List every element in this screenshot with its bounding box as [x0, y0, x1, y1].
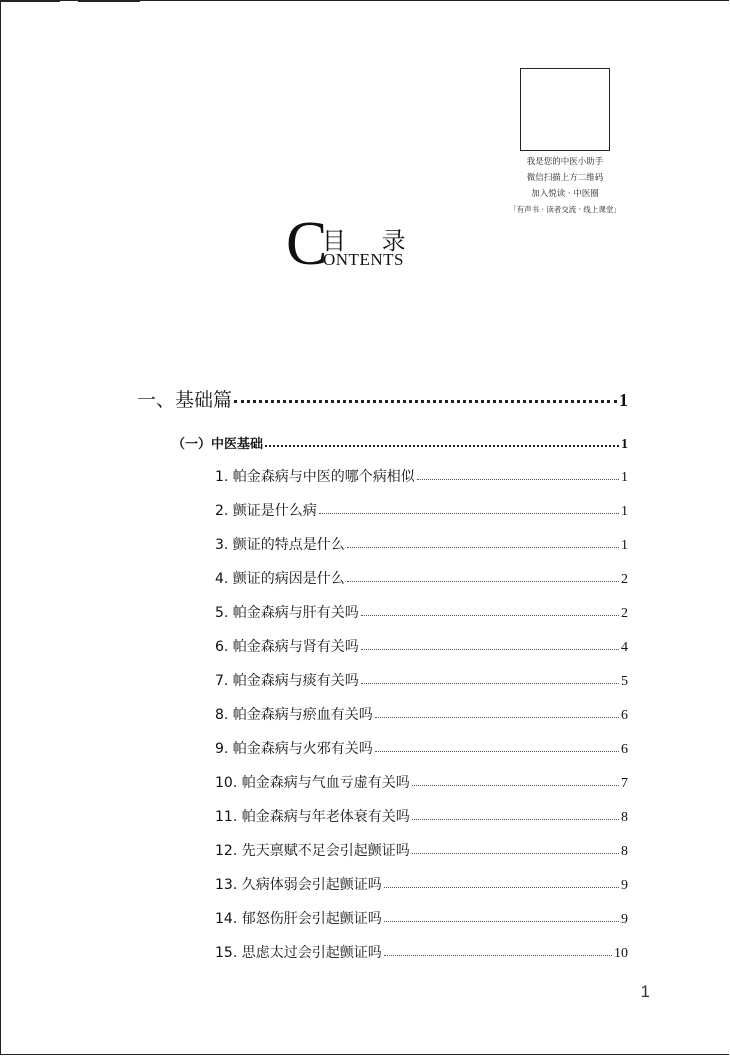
- toc-entry[interactable]: [215, 636, 628, 656]
- toc-entry-label: 8. 帕金森病与瘀血有关吗: [215, 707, 373, 723]
- toc-entry-page: 1: [621, 504, 628, 519]
- qr-caption-line: 「有声书 · 读者交流 · 线上课堂」: [509, 205, 621, 214]
- toc-entry-label: 10. 帕金森病与气血亏虚有关吗: [215, 775, 410, 791]
- dot-leader: [265, 445, 619, 447]
- toc-entry-label: 1. 帕金森病与中医的哪个病相似: [215, 469, 415, 485]
- toc-entry-label: 15. 思虑太过会引起颤证吗: [215, 945, 382, 961]
- toc-entry[interactable]: [215, 874, 628, 894]
- dot-leader: [384, 921, 619, 922]
- toc-entry[interactable]: [215, 670, 628, 690]
- toc-entry-page: 5: [621, 674, 628, 689]
- toc-entry-page: 6: [621, 708, 628, 723]
- contents-initial: C: [286, 210, 328, 278]
- dot-leader: [347, 581, 619, 582]
- toc-part[interactable]: [137, 385, 628, 412]
- toc-entry[interactable]: [215, 568, 628, 588]
- toc-entry-page: 8: [621, 844, 628, 859]
- dot-leader: [361, 649, 619, 650]
- toc-entry-label: 13. 久病体弱会引起颤证吗: [215, 877, 382, 893]
- dot-leader: [361, 683, 619, 684]
- toc-entry-label: （一）中医基础: [172, 437, 264, 452]
- toc-entry-page: 2: [621, 572, 628, 587]
- contents-title-zh: 目 录: [322, 227, 420, 255]
- toc-entry-page: 9: [621, 912, 628, 927]
- qr-caption: [495, 154, 635, 218]
- dot-leader: [361, 615, 619, 616]
- toc-entry-page: 8: [621, 810, 628, 825]
- dot-leader: [319, 513, 619, 514]
- toc-entry-label: 11. 帕金森病与年老体衰有关吗: [215, 809, 410, 825]
- page-number: 1: [640, 982, 650, 1001]
- dot-leader: [412, 853, 619, 854]
- toc-entry-page: 1: [619, 390, 628, 410]
- dot-leader: [375, 717, 619, 718]
- top-crop-marks: [0, 0, 340, 3]
- toc-entry-label: 2. 颤证是什么病: [215, 503, 317, 519]
- toc-entry[interactable]: [215, 602, 628, 622]
- toc-entry[interactable]: [215, 840, 628, 860]
- toc-entry[interactable]: [215, 738, 628, 758]
- toc-entry[interactable]: [215, 704, 628, 724]
- contents-heading: [286, 210, 436, 278]
- dot-leader: [384, 955, 612, 956]
- toc-entry-page: 1: [621, 437, 628, 452]
- toc-entry-label: 4. 颤证的病因是什么: [215, 571, 345, 587]
- toc-entry-page: 1: [621, 470, 628, 485]
- toc-entry-page: 6: [621, 742, 628, 757]
- dot-leader: [234, 400, 617, 403]
- toc-entry[interactable]: [215, 466, 628, 486]
- toc-entry-page: 10: [614, 946, 628, 961]
- toc-entry-label: 12. 先天禀赋不足会引起颤证吗: [215, 843, 410, 859]
- toc-entry[interactable]: [215, 806, 628, 826]
- toc-entry[interactable]: [215, 772, 628, 792]
- toc-entry-label: 7. 帕金森病与痰有关吗: [215, 673, 359, 689]
- toc-entry-page: 7: [621, 776, 628, 791]
- dot-leader: [375, 751, 619, 752]
- toc-entry[interactable]: [215, 534, 628, 554]
- toc-entry[interactable]: [215, 908, 628, 928]
- toc-entry-label: 一、基础篇: [137, 389, 233, 411]
- dot-leader: [412, 785, 619, 786]
- toc-entry-label: 9. 帕金森病与火邪有关吗: [215, 741, 373, 757]
- toc-entry-page: 2: [621, 606, 628, 621]
- qr-code-placeholder: [520, 68, 610, 151]
- toc-entry-label: 6. 帕金森病与肾有关吗: [215, 639, 359, 655]
- toc-entry-label: 3. 颤证的特点是什么: [215, 537, 345, 553]
- contents-title-en: ONTENTS: [323, 250, 404, 269]
- toc-entry-page: 9: [621, 878, 628, 893]
- toc-entry-page: 1: [621, 538, 628, 553]
- dot-leader: [347, 547, 619, 548]
- toc-entry-label: 14. 郁怒伤肝会引起颤证吗: [215, 911, 382, 927]
- qr-caption-line: 微信扫描上方二维码: [526, 173, 604, 183]
- toc-entry[interactable]: [215, 500, 628, 520]
- qr-caption-line: 我是您的中医小助手: [526, 157, 604, 167]
- toc-entry[interactable]: [215, 942, 628, 962]
- toc-entry-label: 5. 帕金森病与肝有关吗: [215, 605, 359, 621]
- toc-entry-page: 4: [621, 640, 628, 655]
- dot-leader: [412, 819, 619, 820]
- dot-leader: [417, 479, 619, 480]
- qr-caption-line: 加入悦读 · 中医圈: [531, 189, 599, 199]
- dot-leader: [384, 887, 619, 888]
- toc-section[interactable]: [172, 433, 628, 453]
